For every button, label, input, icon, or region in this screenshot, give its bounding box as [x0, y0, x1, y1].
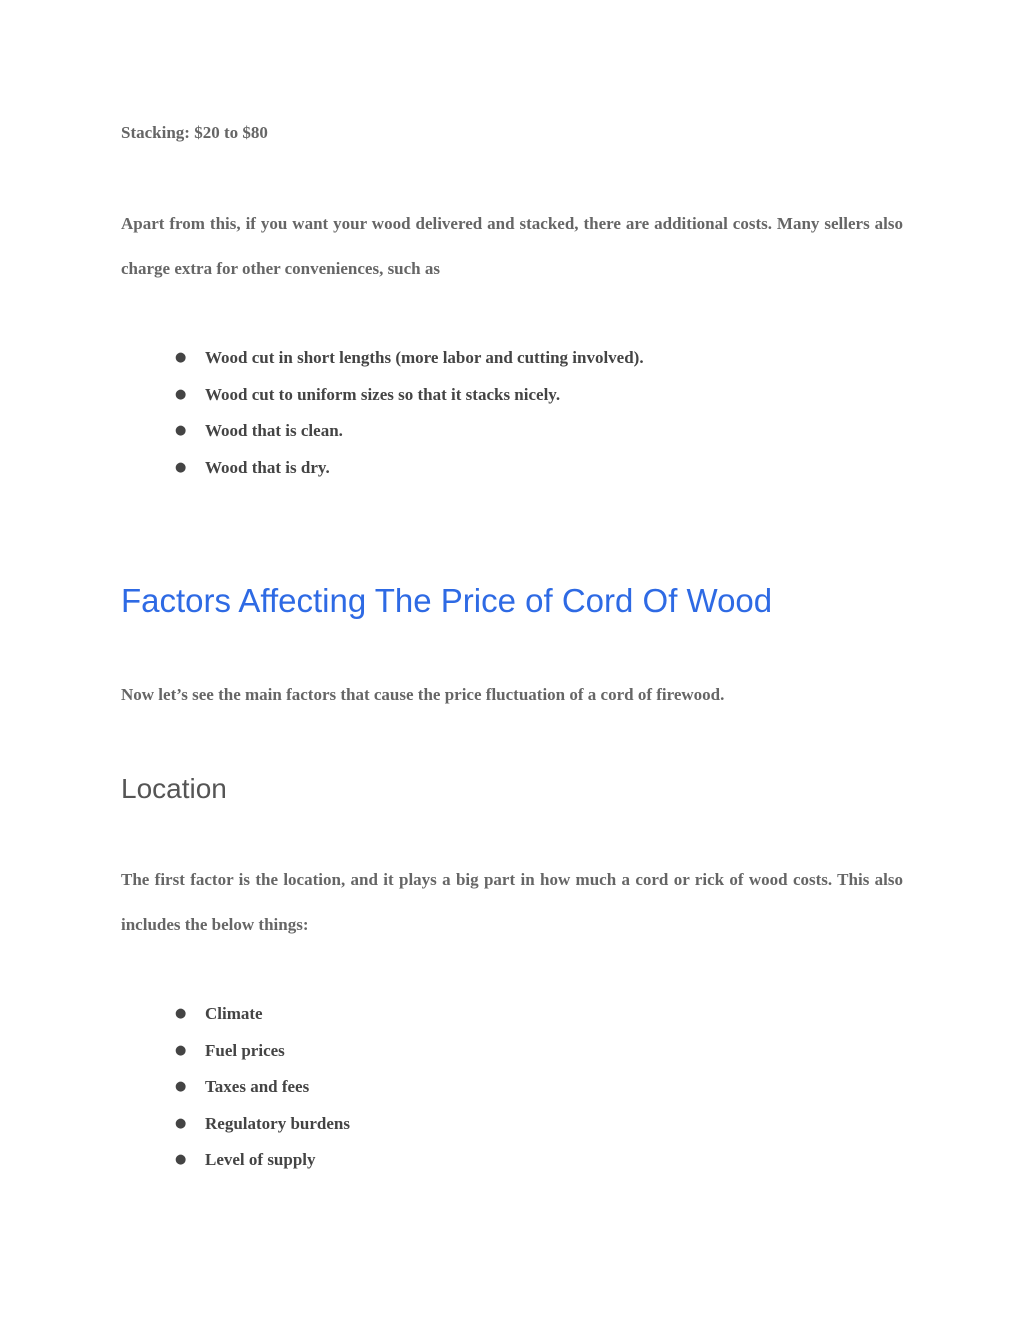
list-item-text: Fuel prices — [205, 1040, 285, 1060]
bullet-icon: ● — [175, 1152, 187, 1167]
stacking-cost-line: Stacking: $20 to $80 — [121, 123, 268, 142]
bullet-icon: ● — [175, 1079, 187, 1094]
location-heading: Location — [121, 773, 227, 804]
list-item-text: Wood cut in short lengths (more labor and cutting involved). — [205, 348, 644, 367]
list-item-text: Regulatory burdens — [205, 1113, 350, 1133]
section-heading: Factors Affecting The Price of Cord Of Wood — [121, 582, 773, 619]
intro-paragraph: Apart from this, if you want your wood delivered and stacked, there are additional costs. Many sellers also charge extra for other conveniences, such as — [121, 214, 903, 278]
bullet-icon: ● — [175, 1115, 187, 1131]
list-item-text: Wood that is clean. — [205, 421, 343, 440]
bullet-icon: ● — [175, 350, 187, 365]
bullet-icon: ● — [175, 386, 187, 402]
bullet-icon: ● — [175, 1006, 187, 1021]
list-item-text: Wood cut to uniform sizes so that it stacks nicely. — [205, 384, 561, 404]
section-intro: Now let’s see the main factors that cause the price fluctuation of a cord of firewood. — [121, 685, 725, 704]
bullet-icon: ● — [175, 1042, 187, 1058]
list-item-text: Climate — [205, 1004, 263, 1023]
list-item-text: Taxes and fees — [205, 1077, 310, 1096]
list-item-text: Wood that is dry. — [205, 457, 330, 477]
list-item-text: Level of supply — [205, 1150, 316, 1169]
bullet-icon: ● — [175, 459, 187, 475]
bullet-icon: ● — [175, 423, 187, 438]
location-paragraph: The first factor is the location, and it plays a big part in how much a cord or rick of wood costs. This also includes the below things: — [121, 870, 903, 934]
